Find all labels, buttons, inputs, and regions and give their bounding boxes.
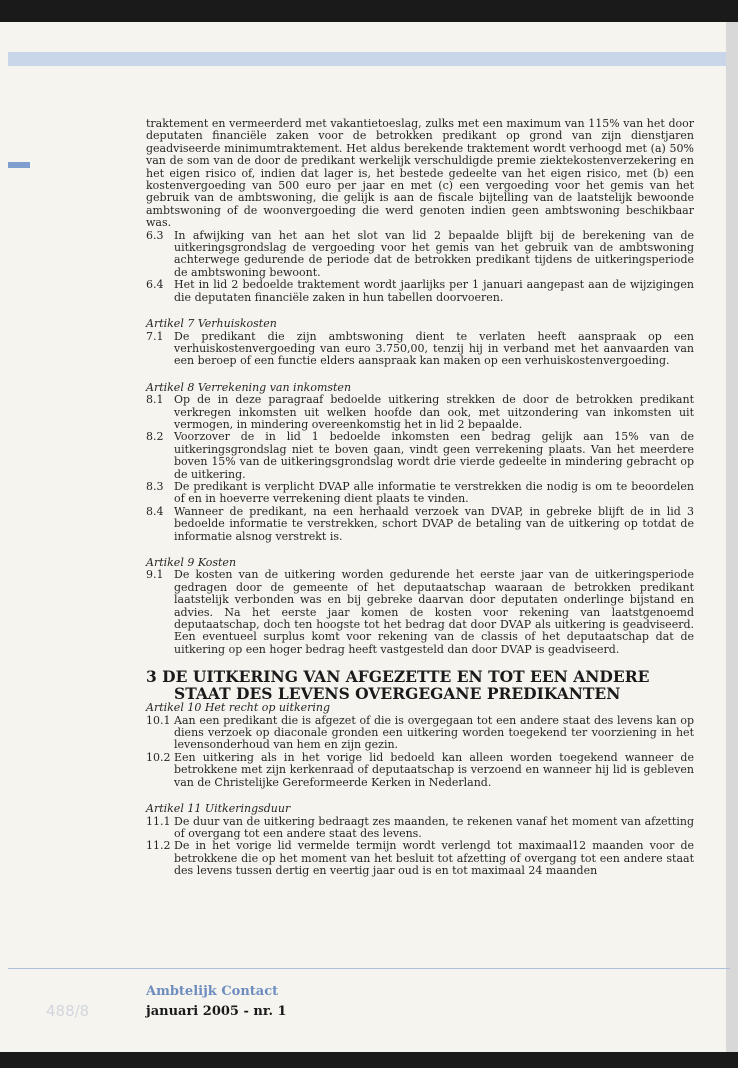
footer-rule xyxy=(8,968,730,969)
article-item xyxy=(146,279,694,304)
article-item xyxy=(146,506,694,543)
item-text: Het in lid 2 bedoelde traktement wordt jaarlijks per 1 januari aangepast aan de wijzigingen die deputaten financiële zaken in hun tabellen doorvoeren. xyxy=(174,278,694,304)
item-number: 11.1 xyxy=(146,814,171,828)
item-text: De duur van de uitkering bedraagt zes maanden, te rekenen vanaf het moment van afzetting of overgang tot een andere staat des levens. xyxy=(174,814,694,840)
intro-paragraph: traktement en vermeerderd met vakantietoeslag, zulks met een maximum van 115% van het door deputaten financiële zaken voor de betrokken predikant op grond van zijn dienstjaren geadviseerde minimumtraktement. Het aldus berekende traktement wordt verhoogd met (a) 50% van de som van de door de predikant werkelijk verschuldigde premie ziektekostenverzekering en het eigen risico of, indien dat lager is, het bestede gedeelte van het eigen risico, met (b) een kostenvergoeding van 500 euro per jaar en met (c) een vergoeding voor het gemis van het gebruik van de ambtswoning, die gelijk is aan de fiscale bijtelling van de laatstelijk bewoonde ambtswoning of de woonvergoeding die werd genoten indien geen ambtswoning beschikbaar was. xyxy=(146,117,694,230)
item-text: Aan een predikant die is afgezet of die is overgegaan tot een andere staat des levens kan op diens verzoek op diaconale gronden een uitkering worden toegekend ter voorziening in het levensonderhoud van hem en zijn gezin. xyxy=(174,713,694,752)
article-item xyxy=(146,715,694,752)
item-number: 10.1 xyxy=(146,713,171,727)
item-text: In afwijking van het aan het slot van lid 2 bepaalde blijft bij de berekening van de uitkeringsgrondslag de vergoeding voor het gemis van het gebruik van de ambtswoning achterwege gedurende de periode dat de betrokken predikant tijdens de uitkeringsperiode de ambtswoning bewoont. xyxy=(174,228,694,279)
item-text: Op de in deze paragraaf bedoelde uitkering strekken de door de betrokken predikant verkregen inkomsten uit welken hoofde dan ook, met uitzondering van inkomsten uit vermogen, in mindering overeenkomstig het in lid 2 bepaalde. xyxy=(174,393,694,431)
item-number: 6.4 xyxy=(146,278,164,292)
item-text: Wanneer de predikant, na een herhaald verzoek van DVAP, in gebreke blijft de in lid 3 bedoelde informatie te verstrekken, schort DVAP de betaling van de uitkering op totdat de informatie alsnog verstrekt is. xyxy=(174,504,694,543)
item-number: 10.2 xyxy=(146,750,171,764)
article-item xyxy=(146,752,694,789)
item-text: Een uitkering als in het vorige lid bedoeld kan alleen worden toegekend wanneer de betrokkene met zijn kerkenraad of deputaatschap is verzoend en wanneer hij lid is gebleven van de Christelijke Gereformeerde Kerken in Nederland. xyxy=(174,750,694,789)
body-text xyxy=(146,118,694,878)
item-text: De kosten van de uitkering worden gedurende het eerste jaar van de uitkeringsperiode gedragen door de gemeente of het deputaatschap waaraan de betrokken predikant laatstelijk verbonden was en bij gebreke daarvan door deputaten onderlinge bijstand en advies. Na het eerste jaar komen de kosten voor rekening van laatstgenoemd deputaatschap, doch ten hoogste tot het bedrag dat door DVAP als uitkering is geadviseerd. Een eventueel surplus komt voor rekening van de classis of het deputaatschap dat de uitkering op een hoger bedrag heeft vastgesteld dan door DVAP is geadviseerd. xyxy=(174,568,694,656)
publication-name: Ambtelijk Contact xyxy=(146,984,279,999)
item-number: 9.1 xyxy=(146,568,164,582)
item-text: De predikant is verplicht DVAP alle informatie te verstrekken die nodig is om te beoordelen of en in hoeverre verrekening dient plaats te vinden. xyxy=(174,479,694,506)
article-item xyxy=(146,816,694,841)
header-band xyxy=(8,52,730,66)
article-item xyxy=(146,331,694,368)
article-title: Artikel 8 Verrekening van inkomsten xyxy=(146,380,352,394)
page-edge xyxy=(726,22,738,1052)
article-title: Artikel 10 Het recht op uitkering xyxy=(146,701,331,715)
article-item xyxy=(146,431,694,481)
document-page xyxy=(0,22,738,1052)
item-number: 8.1 xyxy=(146,393,164,407)
item-text: De predikant die zijn ambtswoning dient te verlaten heeft aanspraak op een verhuiskostenvergoeding van euro 3.750,00, tenzij hij in verband met het aanvaarden van een beroep of een functie elders aanspraak kan maken op een verhuiskostenvergoeding. xyxy=(174,329,694,368)
article-item xyxy=(146,394,694,431)
section-heading-line-2: STAAT DES LEVENS OVERGEGANE PREDIKANTEN xyxy=(174,684,621,704)
item-number: 7.1 xyxy=(146,329,164,343)
section-heading xyxy=(146,668,694,702)
margin-marker xyxy=(8,162,30,168)
article-item xyxy=(146,481,694,506)
item-text: De in het vorige lid vermelde termijn wordt verlengd tot maximaal12 maanden voor de betrokkene die op het moment van het besluit tot afzetting of overgang tot een andere staat des levens tussen dertig en veertig jaar oud is en tot maximaal 24 maanden xyxy=(174,839,694,878)
page-number: 488/8 xyxy=(46,1002,90,1020)
article-item xyxy=(146,840,694,877)
article-item xyxy=(146,569,694,656)
article-item xyxy=(146,230,694,280)
item-text: Voorzover de in lid 1 bedoelde inkomsten een bedrag gelijk aan 15% van de uitkeringsgrondslag niet te boven gaan, vindt geen verrekening plaats. Van het meerdere boven 15% van de uitkeringsgrondslag wordt drie vierde gedeelte in mindering gebracht op de uitkering. xyxy=(174,430,694,481)
item-number: 8.2 xyxy=(146,430,164,444)
item-number: 11.2 xyxy=(146,839,171,853)
issue-label: januari 2005 - nr. 1 xyxy=(146,1004,287,1019)
article-title: Artikel 9 Kosten xyxy=(146,556,237,569)
section-heading-line-1: 3 DE UITKERING VAN AFGEZETTE EN TOT EEN ANDERE xyxy=(146,667,650,687)
item-number: 8.4 xyxy=(146,504,164,518)
item-number: 8.3 xyxy=(146,479,164,493)
item-number: 6.3 xyxy=(146,228,164,242)
article-title: Artikel 11 Uitkeringsduur xyxy=(146,802,291,816)
article-title: Artikel 7 Verhuiskosten xyxy=(146,317,277,331)
